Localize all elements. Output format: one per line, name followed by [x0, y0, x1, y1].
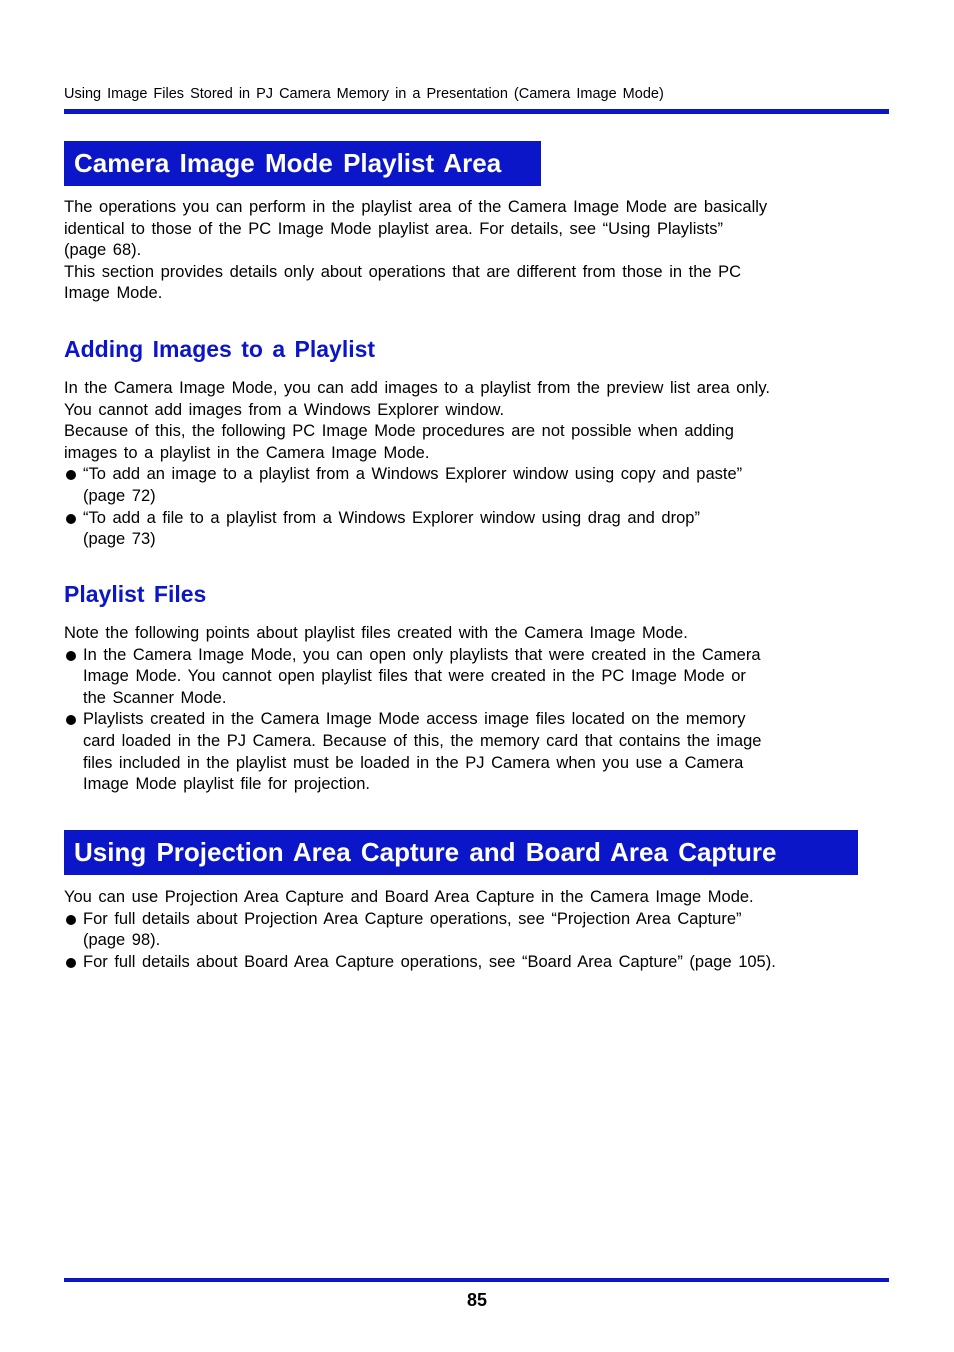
section3-intro: Note the following points about playlist files created with the Camera Image Mode.	[64, 624, 688, 642]
page-number: 85	[466, 1290, 488, 1310]
footer-rule	[64, 1278, 889, 1282]
section4-intro: You can use Projection Area Capture and Board Area Capture in the Camera Image Mode.	[64, 888, 754, 906]
section2-paragraph: In the Camera Image Mode, you can add images to a playlist from the preview list area only. You cannot add images from a Windows Explorer window.	[64, 379, 770, 419]
bullet-icon	[66, 470, 76, 480]
section-heading-area-capture: Using Projection Area Capture and Board Area Capture	[64, 830, 858, 875]
section3-body	[64, 623, 864, 796]
bullet-item: Playlists created in the Camera Image Mode access image files located on the memory card loaded in the PJ Camera. Because of this, the memory card that contains the image files included in the playlist must be loaded in the PJ Camera when you use a Camera Image Mode playlist file for projection.	[64, 709, 864, 795]
section2-paragraph: Because of this, the following PC Image Mode procedures are not possible when adding images to a playlist in the Camera Image Mode.	[64, 422, 734, 462]
subheading-playlist-files: Playlist Files	[64, 581, 207, 607]
bullet-item: For full details about Projection Area Capture operations, see “Projection Area Capture” (page 98).	[64, 909, 864, 952]
section1-paragraph: The operations you can perform in the playlist area of the Camera Image Mode are basically identical to those of the PC Image Mode playlist area. For details, see “Using Playlists” (page 68).	[64, 198, 768, 260]
bullet-icon	[66, 715, 76, 725]
bullet-icon	[66, 651, 76, 661]
bullet-item: “To add a file to a playlist from a Windows Explorer window using drag and drop” (page 73)	[64, 508, 864, 551]
bullet-icon	[66, 915, 76, 925]
bullet-item: “To add an image to a playlist from a Windows Explorer window using copy and paste” (page 72)	[64, 464, 864, 507]
bullet-icon	[66, 514, 76, 524]
section4-body	[64, 887, 864, 973]
running-header: Using Image Files Stored in PJ Camera Memory in a Presentation (Camera Image Mode)	[64, 86, 664, 102]
section1-paragraph: This section provides details only about operations that are different from those in the PC Image Mode.	[64, 262, 742, 303]
section1-body	[64, 197, 864, 305]
bullet-item: In the Camera Image Mode, you can open only playlists that were created in the Camera Image Mode. You cannot open playlist files that were created in the PC Image Mode or the Scanner Mode.	[64, 645, 864, 710]
header-rule	[64, 109, 889, 114]
bullet-icon	[66, 958, 76, 968]
section2-body	[64, 378, 864, 551]
bullet-item: For full details about Board Area Capture operations, see “Board Area Capture” (page 105).	[64, 952, 864, 974]
subheading-adding-images: Adding Images to a Playlist	[64, 336, 376, 362]
section-heading-playlist-area: Camera Image Mode Playlist Area	[64, 141, 541, 186]
